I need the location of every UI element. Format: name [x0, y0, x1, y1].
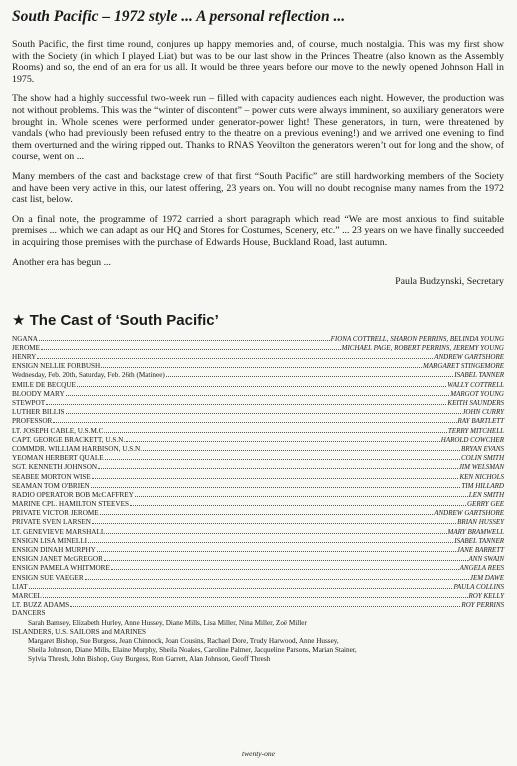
cast-actor: PAULA COLLINS — [453, 582, 504, 591]
cast-role: Wednesday, Feb. 20th, Saturday, Feb. 26th (Matinee) — [12, 371, 165, 380]
dot-leader — [101, 361, 422, 368]
cast-row — [12, 508, 504, 517]
cast-role: JEROME — [12, 343, 40, 352]
cast-actor: MARGARET STINGEMORE — [423, 362, 504, 371]
cast-actor: JEM DAWE — [469, 573, 504, 582]
reflection-paragraph: The show had a highly successful two-week run – filled with capacity audiences each night. However, the production was not without problems. This was the “winter of discontent” – power cuts were always imminent, so auxiliary generators were brought in. Whole scenes were performed under generator-power light! These generators, in turn, were threatened by vandals (who had previously been refused entry to the theatre on a previous evening!) and we arrived one evening to find them overturned and the wiring ripped out. Thanks to RNAS Yeovilton the generators weren’t out for long and the show, of course, went on ... — [12, 93, 504, 163]
cast-role: LT. BUZZ ADAMS — [12, 601, 70, 610]
cast-role: ENSIGN LISA MINELLI — [12, 536, 88, 545]
cast-role: ENSIGN DINAH MURPHY — [12, 546, 96, 554]
cast-actor: KEN NICHOLS — [459, 472, 504, 481]
cast-actor: LEN SMITH — [468, 490, 504, 499]
cast-row — [12, 582, 504, 591]
islanders-names: Sheila Johnson, Diane Mills, Elaine Murphy, Sheila Noakes, Caroline Palmer, Jacqueline Parsons, Marian Stainer, — [28, 646, 357, 655]
reflection-body — [12, 39, 504, 268]
dot-leader — [97, 545, 456, 552]
dot-leader — [77, 380, 446, 387]
reflection-title: South Pacific – 1972 style ... A personal reflection ... — [12, 8, 346, 25]
cast-row — [12, 343, 504, 352]
dot-leader — [100, 508, 434, 515]
dot-leader — [46, 398, 446, 405]
cast-actor: KEITH SAUNDERS — [447, 399, 504, 407]
cast-row — [12, 416, 504, 425]
dot-leader — [92, 517, 456, 524]
cast-actor: COLIN SMITH — [461, 454, 504, 463]
cast-actor: ROY PERRINS — [461, 601, 504, 610]
cast-role: MARCEL — [12, 591, 42, 600]
dot-leader — [41, 343, 341, 350]
reflection-paragraph: South Pacific, the first time round, conjures up happy memories and, of course, much nostalgia. This was my first show with the Society (in which I played Liat) but was to be our last show in the Princes Theatre (also known as the Assembly Rooms) and so, the end of an era for us all. It would be three years before our move to the newly opened Johnson Hall in 1975. — [12, 39, 504, 85]
cast-row — [12, 352, 504, 361]
cast-role: LUTHER BILLIS — [12, 408, 65, 417]
cast-row — [12, 563, 504, 572]
programme-page — [12, 8, 504, 665]
dot-leader — [111, 563, 459, 570]
dot-leader — [66, 389, 450, 396]
dancers-label: DANCERS — [12, 609, 46, 618]
cast-role: ENSIGN PAMELA WHITMORE — [12, 564, 110, 573]
cast-actor: TIM HILLARD — [461, 481, 504, 490]
cast-actor: RAY BARTLETT — [457, 417, 504, 426]
cast-row — [12, 435, 504, 444]
cast-role: SEABEE MORTON WISE — [12, 472, 91, 481]
cast-role: LT. GENEVIEVE MARSHALL — [12, 527, 106, 536]
cast-row — [12, 472, 504, 481]
cast-actor: BRYAN EVANS — [460, 444, 504, 453]
cast-row — [12, 407, 504, 416]
cast-role: YEOMAN HERBERT QUALE — [12, 454, 104, 463]
cast-actor: MARY BRAMWELL — [447, 527, 504, 536]
cast-list — [12, 334, 504, 610]
reflection-paragraph: Another era has begun ... — [12, 256, 111, 268]
cast-row — [12, 389, 504, 398]
cast-actor: BRIAN HUSSEY — [457, 518, 504, 527]
cast-actor: JIM WELSMAN — [458, 463, 504, 472]
cast-role: LT. JOSEPH CABLE, U.S.M.C. — [12, 426, 106, 435]
cast-row — [12, 444, 504, 453]
cast-actor: MARGOT YOUNG — [450, 389, 504, 398]
cast-actor: MICHAEL PAGE, ROBERT PERRINS, JEREMY YOUNG — [341, 343, 504, 352]
cast-row — [12, 591, 504, 600]
dancers-names: Sarah Bamsey, Elizabeth Hurley, Anne Hussey, Diane Mills, Lisa Miller, Nina Miller, Zoë Miller — [28, 618, 307, 627]
dot-leader — [66, 407, 462, 414]
cast-role: PRIVATE VICTOR JEROME — [12, 509, 99, 518]
dot-leader — [88, 536, 453, 543]
islanders-names: Sylvia Thresh, John Bishop, Guy Burgess, Ron Garrett, Alan Johnson, Geoff Thresh — [28, 655, 271, 664]
cast-row — [12, 490, 504, 499]
cast-heading — [12, 312, 504, 330]
cast-actor: ISABEL TANNER — [454, 536, 504, 545]
cast-role: PROFESSOR — [12, 417, 53, 426]
cast-actor: JANE BARRETT — [456, 546, 504, 554]
dot-leader — [98, 462, 458, 469]
cast-row — [12, 517, 504, 526]
cast-row — [12, 453, 504, 462]
cast-actor: ANDREW GARTSHORE — [434, 509, 504, 518]
dot-leader — [43, 591, 468, 598]
page-number: twenty-one — [242, 749, 275, 758]
cast-role: EMILE DE BECQUE — [12, 380, 76, 389]
dot-leader — [135, 490, 468, 497]
dot-leader — [91, 481, 461, 488]
cast-actor: ROY KELLY — [468, 591, 504, 600]
cast-row — [12, 398, 504, 407]
cast-row — [12, 536, 504, 545]
star-icon: ★ — [12, 311, 26, 329]
cast-role: COMMDR. WILLIAM HARBISON, U.S.N. — [12, 444, 143, 453]
cast-actor: HAROLD COWCHER — [440, 435, 504, 444]
dot-leader — [106, 527, 446, 534]
dot-leader — [126, 435, 440, 442]
cast-row — [12, 380, 504, 389]
reflection-paragraph: Many members of the cast and backstage crew of that first “South Pacific” are still hardworking members of the Society and have been very active in this, our latest offering, 23 years on. You will no doubt recognise many names from the 1972 cast list, below. — [12, 170, 504, 206]
cast-role: BLOODY MARY — [12, 389, 65, 398]
author-signoff: Paula Budzynski, Secretary — [395, 276, 504, 288]
dot-leader — [106, 426, 447, 433]
dot-leader — [85, 573, 469, 580]
cast-row — [12, 554, 504, 563]
cast-row — [12, 426, 504, 435]
reflection-paragraph: On a final note, the programme of 1972 carried a short paragraph which read “We are most anxious to find suitable premises ... which we can adapt as our HQ and Stores for Costumes, Scenery, etc.” ... 23 years on we have finally succeeded in acquiring those premises with the purchase of Edwards House, Buckland Road, last autumn. — [12, 213, 504, 248]
dot-leader — [29, 582, 453, 589]
cast-actor: FIONA COTTRELL, SHARON PERRINS, BELINDA YOUNG — [330, 334, 504, 343]
dot-leader — [70, 600, 460, 607]
dot-leader — [37, 352, 433, 359]
dot-leader — [105, 453, 460, 460]
islanders-names: Margaret Bishop, Sue Burgess, Jean Chinnock, Joan Cousins, Rachael Dore, Trudy Harwood, Anne Hussey, — [28, 636, 339, 645]
cast-actor: ANGELA REES — [459, 564, 504, 573]
cast-row — [12, 545, 504, 554]
cast-actor: TERRY MITCHELL — [447, 426, 504, 435]
dot-leader — [143, 444, 460, 451]
cast-role: HENRY — [12, 353, 37, 362]
cast-actor: WALLY COTTRELL — [447, 380, 504, 389]
cast-role: SEAMAN TOM O'BRIEN — [12, 481, 90, 490]
cast-title: The Cast of ‘South Pacific’ — [29, 311, 219, 329]
cast-row — [12, 573, 504, 582]
dot-leader — [53, 416, 456, 423]
cast-role: ENSIGN NELLIE FORBUSH — [12, 362, 101, 371]
cast-role: ENSIGN SUE VAEGER — [12, 573, 84, 582]
cast-role: CAPT. GEORGE BRACKETT, U.S.N. — [12, 435, 126, 444]
cast-row — [12, 499, 504, 508]
cast-actor: ANDREW GARTSHORE — [434, 353, 504, 362]
cast-row — [12, 600, 504, 609]
cast-row — [12, 361, 504, 370]
cast-actor: JOHN CURRY — [462, 408, 504, 417]
cast-role: ENSIGN JANET McGREGOR — [12, 555, 103, 564]
cast-row — [12, 370, 504, 379]
cast-row — [12, 334, 504, 343]
cast-role: SGT. KENNETH JOHNSON — [12, 463, 98, 472]
dot-leader — [130, 499, 466, 506]
cast-role: LIAT — [12, 582, 28, 591]
dot-leader — [104, 554, 468, 561]
cast-actor: ANN SWAIN — [468, 555, 504, 564]
dot-leader — [92, 472, 459, 479]
cast-row — [12, 527, 504, 536]
cast-role: STEWPOT — [12, 399, 46, 407]
cast-actor: ISABEL TANNER — [454, 371, 504, 380]
cast-actor: GERRY GEE — [466, 500, 504, 509]
cast-row — [12, 481, 504, 490]
islanders-label: ISLANDERS, U.S. SAILORS and MARINES — [12, 627, 146, 636]
cast-role: RADIO OPERATOR BOB McCAFFREY — [12, 490, 134, 499]
cast-role: NGANA — [12, 334, 38, 343]
cast-role: MARINE CPL. HAMILTON STEEVES — [12, 500, 130, 509]
cast-role: PRIVATE SVEN LARSEN — [12, 518, 91, 527]
cast-row — [12, 462, 504, 471]
dot-leader — [166, 370, 453, 377]
dot-leader — [39, 334, 330, 341]
